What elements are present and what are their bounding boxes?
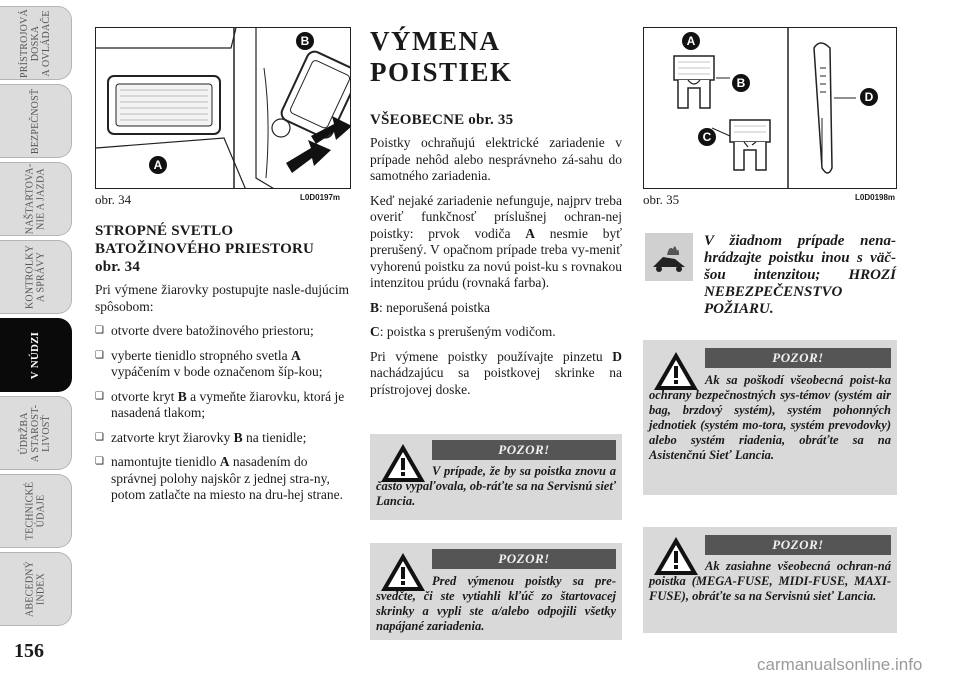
fire-warning-icon-box [645,233,693,281]
tab-abecedny-index[interactable] [0,552,72,626]
tab-label: PRÍSTROJOVÁ DOSKA A OVLÁDAČE [19,8,52,78]
list-item: ❑ otvorte kryt B a vymeňte žiarovku, ktorá je nasadená tlakom; [95,389,349,422]
warning-heading: POZOR! [705,535,891,555]
step-list [95,323,349,504]
marker-b: B [296,32,314,50]
fuse-illustration [644,28,897,189]
tab-v-nudzi[interactable] [0,318,72,392]
chapter-tabs [0,0,74,640]
warning-text: V prípade, že by sa poistka znovu a často vypaľovala, ob-ráťte sa na Servisnú sieť Lancia. [376,464,616,508]
tab-label: KONTROLKY A SPRÁVY [24,244,47,310]
warning-text: Ak zasiahne všeobecná ochran-ná poistka (MEGA-FUSE, MIDI-FUSE, MAXI-FUSE), obráťte sa na Servisnú sieť Lancia. [649,559,891,603]
figure-code: L0D0197m [300,193,341,202]
figure-caption: obr. 34 [95,192,132,207]
tab-udrzba[interactable] [0,396,72,470]
list-item: ❑ namontujte tienidlo A nasadením do správnej polohy najskôr z jednej stra-ny, potom zatlačte na miesto na dru-hej strane. [95,454,349,504]
warning-heading: POZOR! [705,348,891,368]
warning-box [370,434,622,520]
middle-column [370,111,622,406]
warning-box [370,543,622,640]
watermark: carmanualsonline.info [757,655,923,674]
intro-paragraph: Pri výmene žiarovky postupujte nasle-dujúcim spôsobom: [95,282,349,314]
tab-label: TECHNICKÉ ÚDAJE [24,481,47,541]
tab-label: ABECEDNÝ INDEX [24,560,47,618]
marker-a: A [682,32,700,50]
legend-b: B: neporušená poistka [370,299,490,315]
figure-code: L0D0198m [855,193,896,202]
paragraph: Pri výmene poistky používajte pinzetu D nachádzajúcu sa poistkovej skrinke na prístrojovej doske. [370,348,622,397]
figure-34 [95,27,351,189]
warning-text: Pred výmenou poistky sa pre-svedčte, či ste vytiahli kľúč zo štartovacej skrinky a vypli ste a/alebo odpojili všetky napájané zariadenia. [376,574,616,633]
page-number: 156 [14,640,44,662]
marker-d: D [860,88,878,106]
paragraph: Keď nejaké zariadenie nefunguje, najprv treba overiť funkčnosť príslušnej ochran-nej poistky: prvok vodiča A nesmie byť prerušený. V opačnom prípade treba vy-meniť vyhorenú poistku za novú poist-ku s rovnakou intenzitou prúdu (rovnaká farba). [370,192,622,290]
marker-c: C [698,128,716,146]
legend-c: C: poistka s prerušeným vodičom. [370,324,556,339]
warning-heading: POZOR! [432,549,616,569]
warning-heading: POZOR! [432,440,616,460]
tab-kontrolky[interactable] [0,240,72,314]
tab-technicke-udaje[interactable] [0,474,72,548]
fire-hazard-icon [645,233,693,281]
figure-35 [643,27,897,189]
figure-caption: obr. 35 [643,192,680,207]
tab-label: ÚDRŽBA A STAROST- LIVOSŤ [19,404,52,462]
page-title: VÝMENA POISTIEK [370,26,513,87]
warning-box [643,340,897,495]
marker-b: B [732,74,750,92]
tab-nastartovanie[interactable] [0,162,72,236]
left-column [95,222,349,512]
section-heading: STROPNÉ SVETLO BATOŽINOVÉHO PRIESTORU obr. 34 [95,223,315,275]
ceiling-light-illustration [96,28,351,189]
list-item: ❑ zatvorte kryt žiarovky B na tienidle; [95,430,349,447]
tab-label: NAŠTARTOVA- NIE A JAZDA [24,163,47,235]
warning-text: Ak sa poškodí všeobecná poist-ka ochrany bezpečnostných sys-témov (systém air bag, brzdový systém), systém pohonných jednotiek (systém mo-tora, systém prevodovky) alebo systém riadenia, obráťte sa na Asistenčnú Sieť Lancia. [649,373,891,462]
warning-box [643,527,897,633]
fire-warning-text: V žiadnom prípade nena-hrádzajte poistku inou s väč-šou intenzitou; HROZÍ NEBEZPEČENSTVO POŽIARU. [704,233,896,317]
tab-pristrojova-doska[interactable] [0,6,72,80]
list-item: ❑ otvorte dvere batožinového priestoru; [95,323,349,340]
tab-label: BEZPEČNOSŤ [30,88,41,154]
marker-a: A [149,156,167,174]
tab-label: V NÚDZI [29,331,41,379]
section-heading: VŠEOBECNE obr. 35 [370,112,514,128]
list-item: ❑ vyberte tienidlo stropného svetla A vypáčením v bode označenom šíp-kou; [95,348,349,381]
paragraph: Poistky ochraňujú elektrické zariadenie v prípade nehôd alebo nesprávneho zá-sahu do samotného zariadenia. [370,135,622,183]
tab-bezpecnost[interactable] [0,84,72,158]
